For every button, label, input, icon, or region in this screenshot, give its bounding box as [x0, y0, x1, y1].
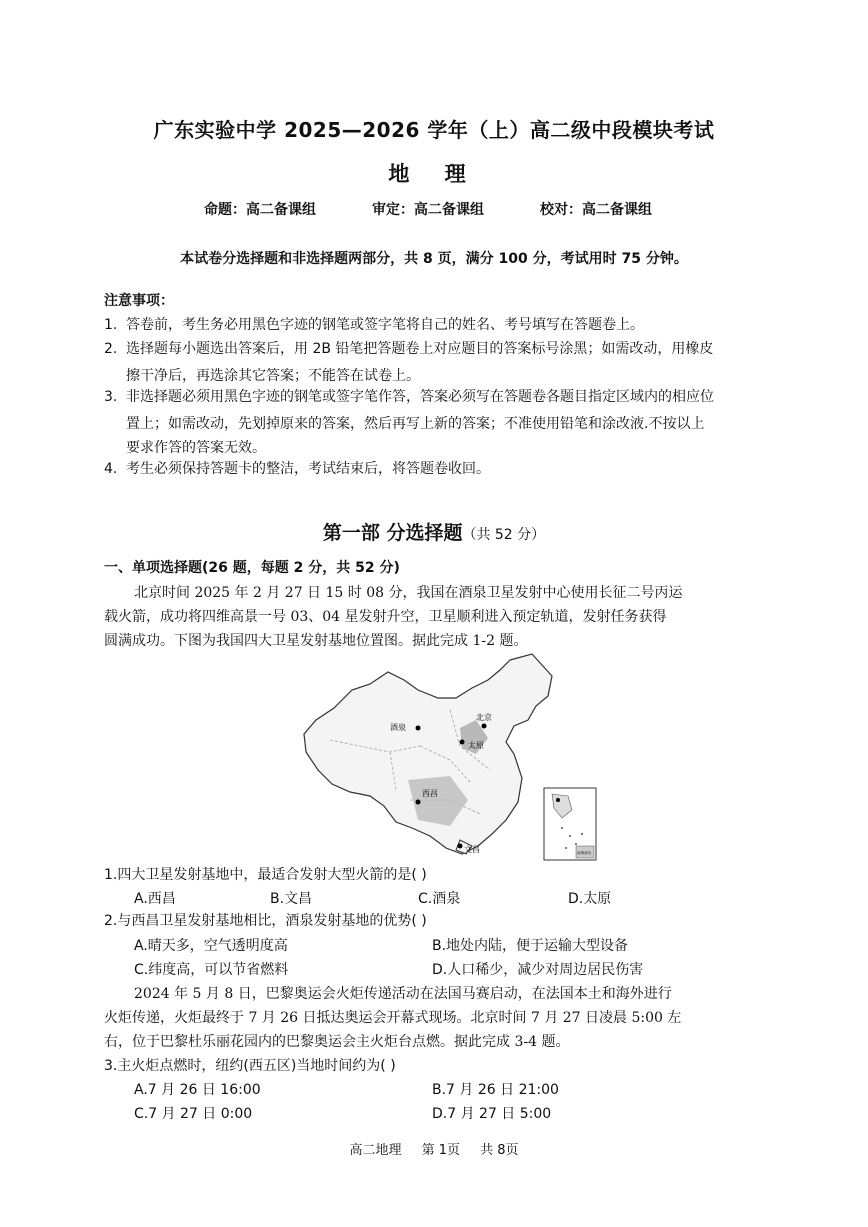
proofreader-label: 校对：高二备课组 [540, 202, 652, 218]
passage-line: 圆满成功。下图为我国四大卫星发射基地位置图。据此完成 1-2 题。 [104, 633, 528, 649]
note-item: 3. 非选择题必须用黑色字迹的钢笔或签字笔作答，答案必须写在答题卷各题目指定区域内的相应位 [104, 389, 714, 405]
taiyuan-marker [460, 740, 465, 745]
note-line: 要求作答的答案无效。 [126, 440, 266, 456]
note-line: 擦干净后，再选涂其它答案；不能答在试卷上。 [126, 368, 420, 384]
q1-option-d[interactable]: D.太原 [568, 891, 612, 907]
q3-option-a[interactable]: A.7 月 26 日 16:00 [134, 1082, 261, 1098]
reviewer-label: 审定：高二备课组 [372, 202, 484, 218]
jiuquan-label: 酒泉 [390, 723, 406, 732]
note-item: 4. 考生必须保持答题卡的整洁，考试结束后，将答题卷收回。 [104, 461, 490, 477]
q2-option-a[interactable]: A.晴天多，空气透明度高 [134, 938, 288, 954]
exam-title: 广东实验中学 2025—2026 学年（上）高二级中段模块考试 [153, 118, 715, 142]
note-item: 1. 答卷前，考生务必用黑色字迹的钢笔或签字笔将自己的姓名、考号填写在答题卷上。 [104, 317, 644, 333]
passage-line: 载火箭，成功将四维高景一号 03、04 星发射升空，卫星顺利进入预定轨道，发射任务获得 [104, 609, 667, 625]
section-heading: 一、单项选择题(26 题，每题 2 分，共 52 分) [104, 560, 400, 576]
exam-intro: 本试卷分选择题和非选择题两部分，共 8 页，满分 100 分，考试用时 75 分钟。 [180, 251, 688, 267]
inset-label: 南海诸岛 [577, 851, 592, 855]
q3-option-c[interactable]: C.7 月 27 日 0:00 [134, 1106, 253, 1122]
beijing-marker [482, 724, 487, 729]
question-2-stem: 2.与西昌卫星发射基地相比，酒泉发射基地的优势( ) [104, 913, 427, 929]
satellite-base-map [300, 650, 600, 862]
setter-label: 命题：高二备课组 [204, 202, 316, 218]
q1-option-c[interactable]: C.酒泉 [418, 891, 461, 907]
passage-line: 2024 年 5 月 8 日，巴黎奥运会火炬传递活动在法国马赛启动，在法国本土和海外进行 [134, 986, 672, 1002]
question-3-stem: 3.主火炬点燃时，纽约(西五区)当地时间约为( ) [104, 1058, 396, 1074]
page-footer [0, 1139, 868, 1158]
footer-subject: 高二地理 [349, 1143, 402, 1158]
note-line: 置上；如需改动，先划掉原来的答案，然后再写上新的答案；不准使用铅笔和涂改液.不按以上 [126, 416, 705, 432]
footer-total: 共 8页 [480, 1143, 519, 1158]
passage-line: 火炬传递，火炬最终于 7 月 26 日抵达奥运会开幕式现场。北京时间 7 月 27 日凌晨 5:00 左 [104, 1010, 682, 1026]
q2-option-d[interactable]: D.人口稀少，减少对周边居民伤害 [432, 962, 644, 978]
taiyuan-label: 太原 [468, 741, 484, 750]
q2-option-b[interactable]: B.地处内陆，便于运输大型设备 [432, 938, 629, 954]
q2-option-c[interactable]: C.纬度高，可以节省燃料 [134, 962, 289, 978]
passage-line: 右，位于巴黎杜乐丽花园内的巴黎奥运会主火炬台点燃。据此完成 3-4 题。 [104, 1034, 570, 1050]
xichang-marker [416, 800, 421, 805]
part1-heading: 第一部 分选择题（共 52 分） [322, 522, 546, 544]
jiuquan-marker [416, 726, 421, 731]
passage-line: 北京时间 2025 年 2 月 27 日 15 时 08 分，我国在酒泉卫星发射中心使用长征二号丙运 [134, 585, 683, 601]
note-item: 2. 选择题每小题选出答案后，用 2B 铅笔把答题卷上对应题目的答案标号涂黑；如需改动，用橡皮 [104, 341, 714, 357]
beijing-label: 北京 [476, 713, 492, 722]
q1-option-b[interactable]: B.文昌 [270, 891, 313, 907]
xichang-label: 西昌 [422, 789, 438, 798]
q1-option-a[interactable]: A.西昌 [134, 891, 176, 907]
subject-title: 地 理 [388, 162, 480, 186]
notes-heading: 注意事项： [104, 293, 174, 309]
wenchang-label: 文昌 [464, 845, 480, 854]
q3-option-d[interactable]: D.7 月 27 日 5:00 [432, 1106, 552, 1122]
wenchang-marker [458, 844, 463, 849]
footer-page: 第 1页 [421, 1143, 460, 1158]
q3-option-b[interactable]: B.7 月 26 日 21:00 [432, 1082, 559, 1098]
question-1-stem: 1.四大卫星发射基地中，最适合发射大型火箭的是( ) [104, 867, 427, 883]
